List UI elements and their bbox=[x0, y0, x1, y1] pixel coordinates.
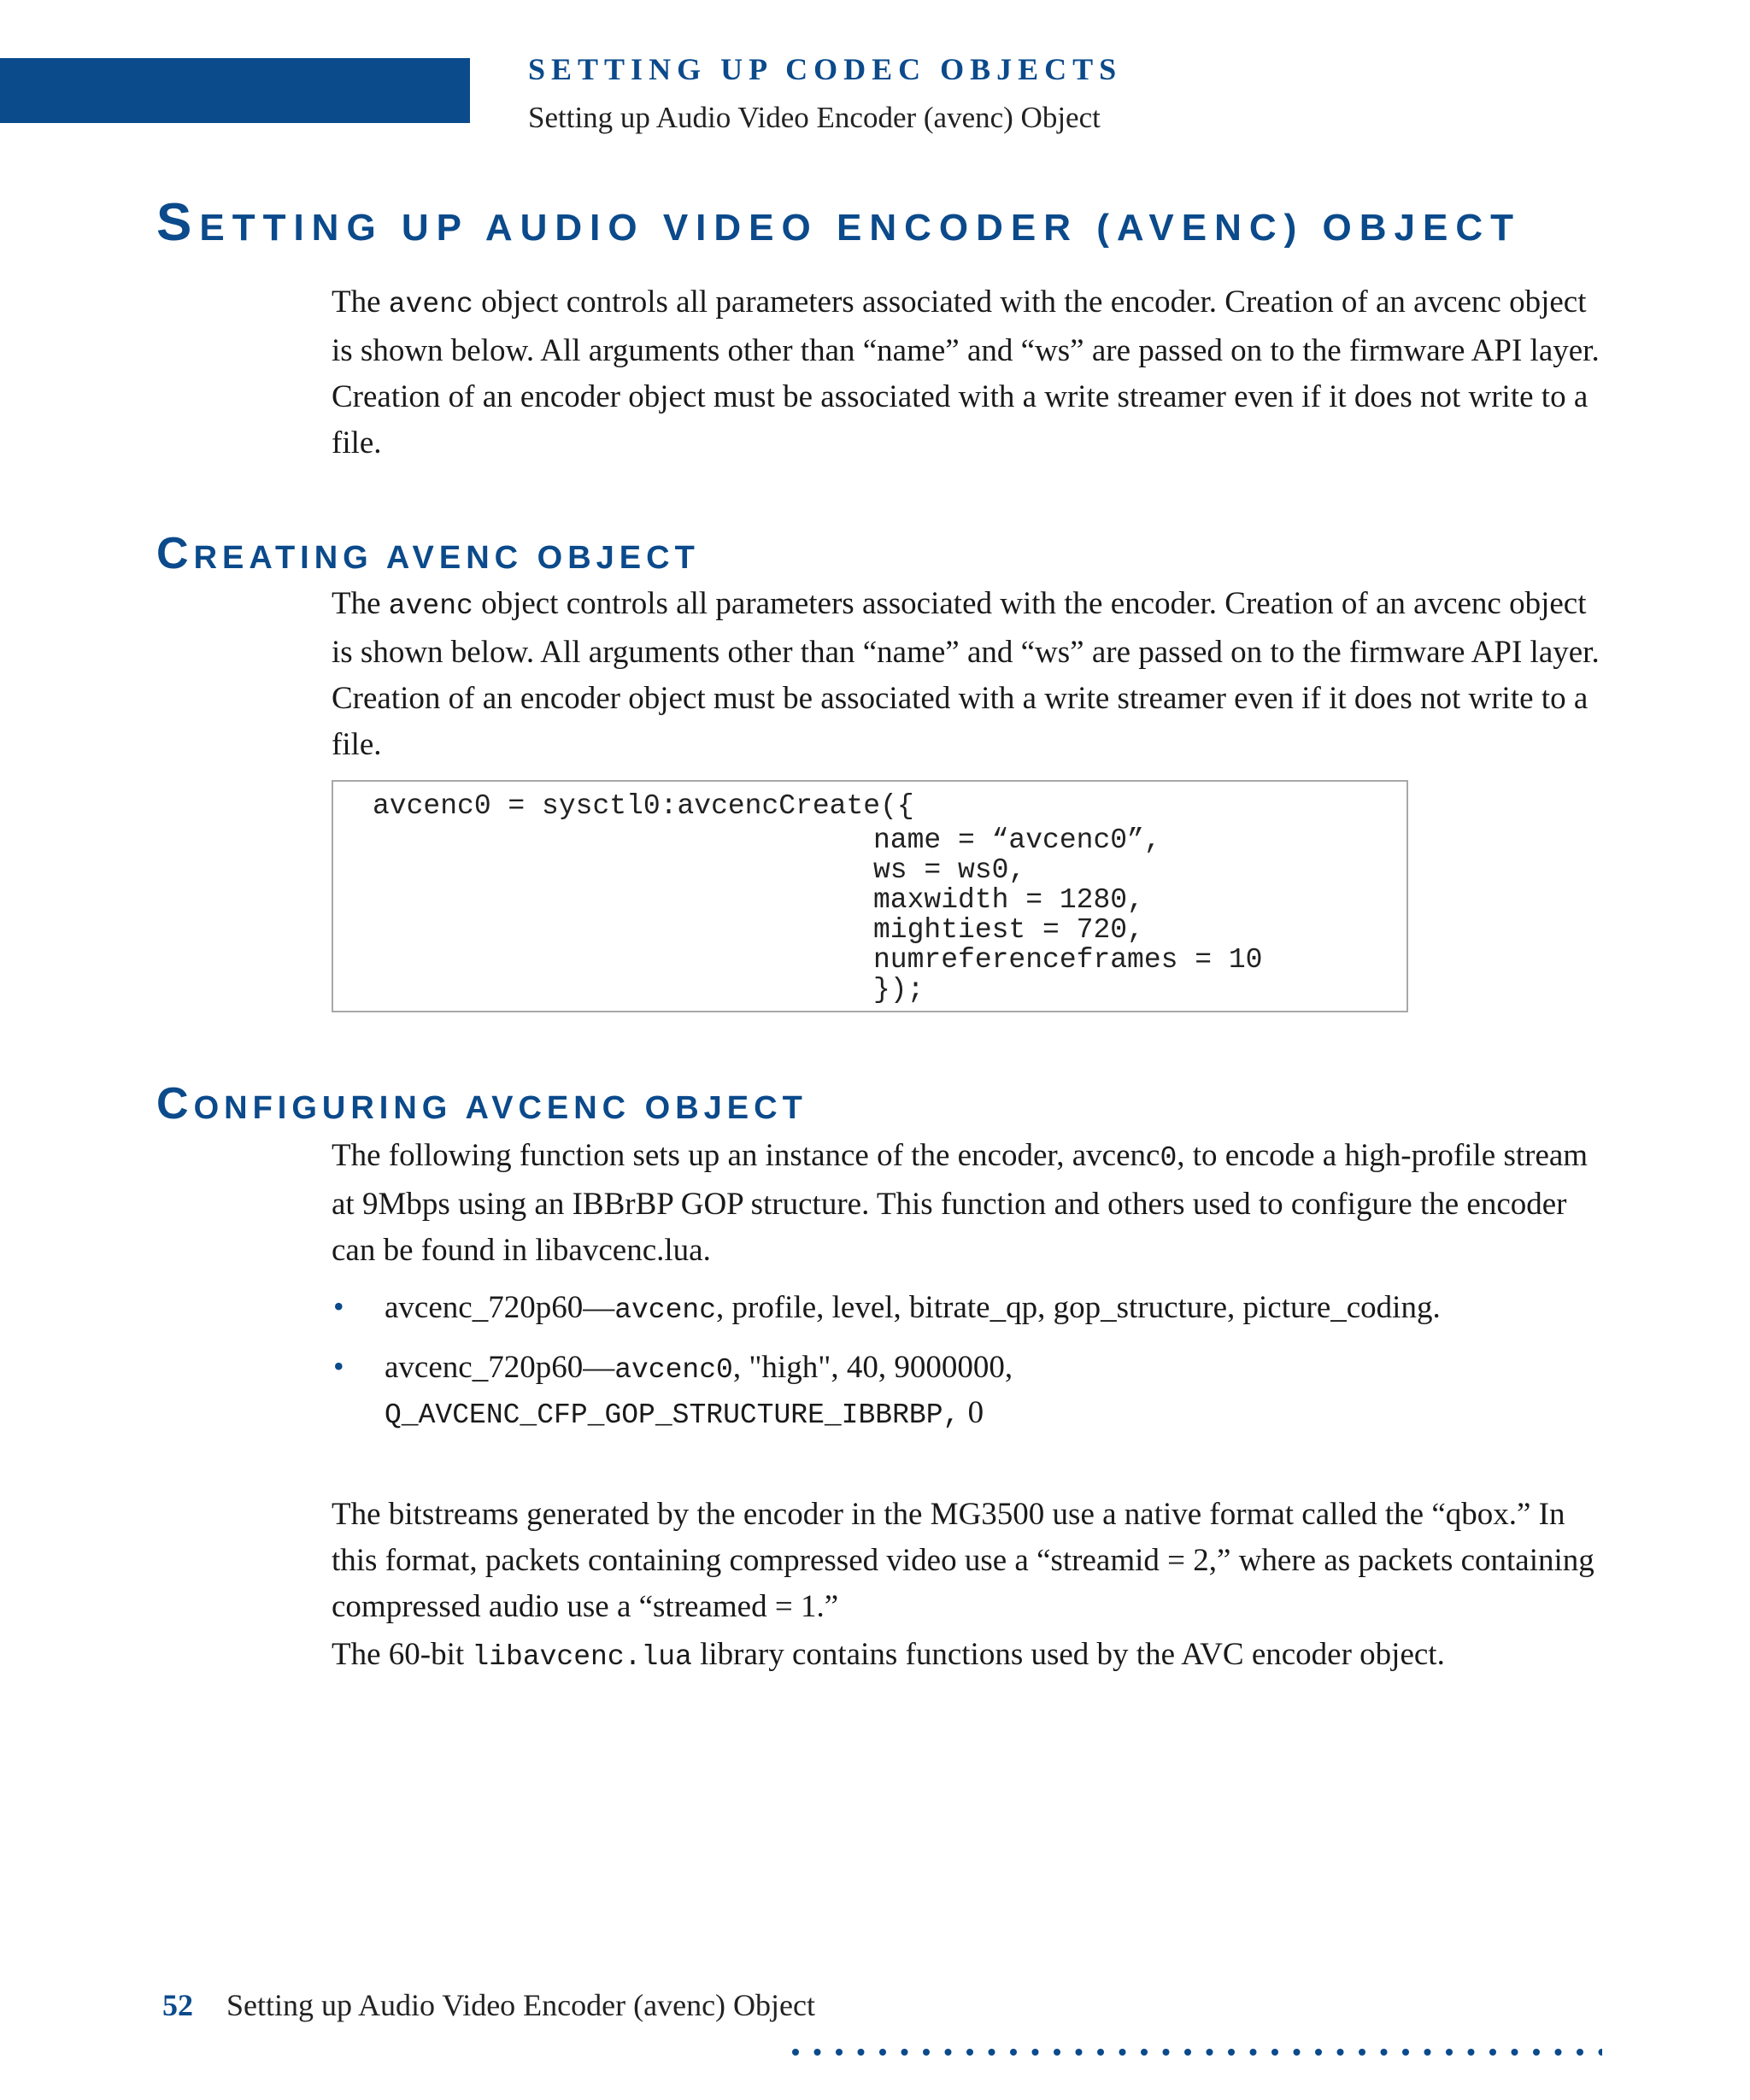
code-line: ws = ws0, bbox=[873, 854, 1026, 886]
footer-dot bbox=[1250, 2049, 1257, 2056]
library-code-filename: libavcenc.lua bbox=[472, 1641, 692, 1673]
footer-dotted-rule bbox=[790, 2046, 1602, 2058]
code-line: }); bbox=[873, 974, 925, 1006]
bullet-code: avcenc0 bbox=[614, 1354, 733, 1386]
footer-dot bbox=[1381, 2049, 1388, 2056]
running-header-subtitle: Setting up Audio Video Encoder (avenc) Object bbox=[528, 101, 1101, 134]
footer-dot bbox=[1184, 2049, 1191, 2056]
footer-dot bbox=[1207, 2049, 1213, 2056]
footer-dot bbox=[1228, 2049, 1235, 2056]
code-block bbox=[332, 780, 1408, 1012]
footer-dot bbox=[1555, 2049, 1562, 2056]
configuring-code-zero: 0 bbox=[1160, 1142, 1177, 1174]
creating-text-end: object controls all parameters associated with the encoder. Creation of an avcenc object is shown below. All arguments other than “name” and “ws” are passed on to the firmware API layer. Creation of an encoder object must be associated with a write streamer even if it does not write to a file. bbox=[332, 586, 1600, 762]
footer-dot bbox=[1512, 2049, 1518, 2056]
footer-dot bbox=[1533, 2049, 1540, 2056]
footer-dot bbox=[1402, 2049, 1409, 2056]
code-line: name = “avcenc0”, bbox=[873, 824, 1161, 856]
bullet-text-mid: , "high", 40, 9000000, bbox=[732, 1350, 1013, 1385]
intro-text-end: object controls all parameters associated with the encoder. Creation of an avcenc object is shown below. All arguments other than “name” and “ws” are passed on to the firmware API layer. Creation of an encoder object must be associated with a write streamer even if it does not write to a file. bbox=[332, 284, 1600, 460]
library-text-end: library contains functions used by the AVC encoder object. bbox=[691, 1637, 1445, 1672]
library-text-start: The 60-bit bbox=[332, 1637, 473, 1672]
configuring-paragraph bbox=[332, 1133, 1613, 1274]
bullet-dot-icon: • bbox=[333, 1289, 344, 1323]
footer-dot bbox=[1424, 2049, 1431, 2056]
running-header-title: SETTING UP CODEC OBJECTS bbox=[528, 52, 1123, 86]
footer-dot bbox=[1097, 2049, 1104, 2056]
footer-dot bbox=[1163, 2049, 1170, 2056]
code-line: numreferenceframes = 10 bbox=[873, 944, 1263, 976]
footer-dot bbox=[1032, 2049, 1039, 2056]
library-paragraph bbox=[332, 1632, 1613, 1681]
bullet-dot-icon: • bbox=[333, 1349, 344, 1383]
bullet-code-constant: Q_AVCENC_CFP_GOP_STRUCTURE_IBBRBP, bbox=[385, 1399, 960, 1431]
code-line: maxwidth = 1280, bbox=[873, 884, 1144, 916]
section-heading-configuring: CONFIGURING AVCENC OBJECT bbox=[156, 1079, 807, 1129]
creating-text-start: The bbox=[332, 586, 389, 621]
footer-dot bbox=[901, 2049, 908, 2056]
footer-dot bbox=[1446, 2049, 1453, 2056]
footer-dot bbox=[1599, 2049, 1603, 2056]
footer-title: Setting up Audio Video Encoder (avenc) Object bbox=[226, 1988, 815, 2022]
creating-paragraph bbox=[332, 581, 1613, 768]
section-heading-creating: CREATING AVENC OBJECT bbox=[156, 529, 700, 578]
footer-dot bbox=[814, 2049, 821, 2056]
intro-text-start: The bbox=[332, 284, 389, 320]
footer-dot bbox=[1468, 2049, 1475, 2056]
footer-dot bbox=[1076, 2049, 1083, 2056]
footer-dot bbox=[1271, 2049, 1278, 2056]
footer-dot bbox=[836, 2049, 843, 2056]
header-color-bar bbox=[0, 58, 470, 123]
footer-dot bbox=[1315, 2049, 1322, 2056]
bullet-item bbox=[385, 1287, 1615, 1332]
code-line: avcenc0 = sysctl0:avcencCreate({ bbox=[373, 790, 914, 822]
bullet-code: avcenc bbox=[614, 1294, 717, 1326]
footer-dot bbox=[879, 2049, 886, 2056]
bullet-text-start: avcenc_720p60— bbox=[385, 1350, 615, 1385]
footer-dot bbox=[989, 2049, 995, 2056]
section-heading-main: SETTING UP AUDIO VIDEO ENCODER (AVENC) OBJECT bbox=[156, 193, 1521, 252]
footer-dot bbox=[966, 2049, 973, 2056]
configuring-text-end: , to encode a high-profile stream at 9Mbps using an IBBrBP GOP structure. This function and others used to configure the encoder can be found in libavcenc.lua. bbox=[332, 1138, 1589, 1268]
footer-dot bbox=[923, 2049, 930, 2056]
footer-dot bbox=[1577, 2049, 1583, 2056]
intro-paragraph bbox=[332, 279, 1613, 466]
footer-dot bbox=[858, 2049, 865, 2056]
footer-dot bbox=[1010, 2049, 1017, 2056]
footer-dot bbox=[1141, 2049, 1148, 2056]
footer-dot bbox=[1054, 2049, 1060, 2056]
footer-dot bbox=[1489, 2049, 1496, 2056]
intro-code-avenc: avenc bbox=[388, 289, 473, 320]
creating-code-avenc: avenc bbox=[388, 590, 473, 622]
bullet-text-end: 0 bbox=[960, 1395, 984, 1430]
bullet-text-start: avcenc_720p60— bbox=[385, 1290, 615, 1325]
footer-dot bbox=[1359, 2049, 1365, 2056]
bitstream-paragraph: The bitstreams generated by the encoder in the MG3500 use a native format called the “qbox.” In this format, packets containing compressed video use a “streamid = 2,” where as packets containing compressed audio use a “streamed = 1.” bbox=[332, 1497, 1594, 1624]
code-line: mightiest = 720, bbox=[873, 914, 1144, 946]
footer-dot bbox=[945, 2049, 952, 2056]
footer-dot bbox=[1337, 2049, 1344, 2056]
bullet-item bbox=[385, 1346, 1615, 1437]
footer-dot bbox=[1119, 2049, 1126, 2056]
bullet-text-end: , profile, level, bitrate_qp, gop_structure, picture_coding. bbox=[716, 1290, 1441, 1325]
footer-dot bbox=[1294, 2049, 1301, 2056]
configuring-text-start: The following function sets up an instance of the encoder, avcenc bbox=[332, 1138, 1160, 1173]
page-number: 52 bbox=[162, 1988, 193, 2022]
footer-dot bbox=[792, 2049, 799, 2056]
